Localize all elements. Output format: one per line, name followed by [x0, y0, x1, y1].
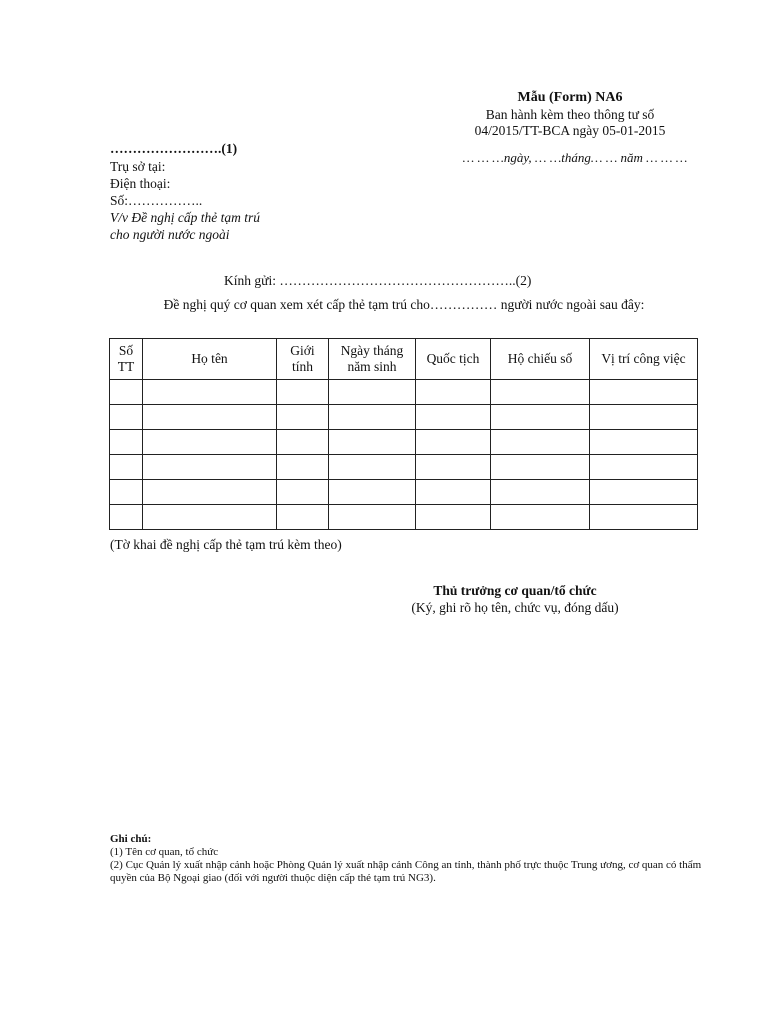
signature-title: Thủ trưởng cơ quan/tổ chức: [433, 583, 597, 598]
table-cell: [110, 430, 143, 455]
table-cell: [143, 380, 277, 405]
table-row: [110, 430, 698, 455]
table-cell: [143, 505, 277, 530]
table-cell: [590, 480, 698, 505]
table-cell: [416, 455, 491, 480]
table-row: [110, 505, 698, 530]
table-cell: [416, 405, 491, 430]
table-cell: [110, 380, 143, 405]
table-cell: [416, 505, 491, 530]
table-cell: [590, 430, 698, 455]
col-header-stt: Số TT: [110, 339, 143, 380]
attachment-note: (Tờ khai đề nghị cấp thẻ tạm trú kèm theo): [110, 537, 342, 552]
subject-line-2: cho người nước ngoài: [110, 227, 230, 242]
form-title: Mẫu (Form) NA6: [517, 90, 623, 105]
issued-by-block: [440, 107, 700, 139]
table-cell: [329, 455, 416, 480]
table-cell: [110, 455, 143, 480]
table-cell: [590, 405, 698, 430]
table-cell: [110, 480, 143, 505]
address-line: Trụ sở tại:: [110, 159, 166, 174]
footnote-2: (2) Cục Quản lý xuất nhập cảnh hoặc Phòng Quản lý xuất nhập cảnh Công an tỉnh, thành phố trực thuộc Trung ương, cơ quan có thẩm quyền của Bộ Ngoại giao (đối với người thuộc diện cấp thẻ tạm trú NG3).: [110, 859, 702, 884]
table-cell: [590, 505, 698, 530]
table-cell: [277, 455, 329, 480]
table-cell: [416, 430, 491, 455]
table-header-row: [110, 339, 698, 380]
table-row: [110, 380, 698, 405]
footnote-1: (1) Tên cơ quan, tổ chức: [110, 846, 219, 858]
table-cell: [491, 430, 590, 455]
table-cell: [416, 380, 491, 405]
request-sentence: Đề nghị quý cơ quan xem xét cấp thẻ tạm trú cho…………… người nước ngoài sau đây:: [163, 297, 645, 312]
table-row: [110, 455, 698, 480]
table-cell: [329, 505, 416, 530]
table-cell: [110, 405, 143, 430]
table-cell: [329, 430, 416, 455]
col-header-position: Vị trí công việc: [590, 339, 698, 380]
table-cell: [491, 405, 590, 430]
table-cell: [277, 380, 329, 405]
organization-name: …………………….(1): [110, 141, 238, 156]
footnotes: [110, 833, 702, 885]
table-cell: [590, 455, 698, 480]
table-cell: [143, 430, 277, 455]
col-header-dob: Ngày tháng năm sinh: [329, 339, 416, 380]
footnotes-heading: Ghi chú:: [110, 833, 152, 845]
table-cell: [143, 455, 277, 480]
table-cell: [329, 480, 416, 505]
number-line: Số:……………..: [110, 193, 203, 208]
table-cell: [277, 430, 329, 455]
table-cell: [491, 480, 590, 505]
table-cell: [491, 505, 590, 530]
table-cell: [491, 380, 590, 405]
table-cell: [277, 480, 329, 505]
table-cell: [110, 505, 143, 530]
signature-instruction: (Ký, ghi rõ họ tên, chức vụ, đóng dấu): [411, 600, 619, 615]
foreigners-table: [109, 338, 698, 530]
issued-line-2: 04/2015/TT-BCA ngày 05-01-2015: [474, 123, 666, 138]
col-header-name: Họ tên: [143, 339, 277, 380]
date-line: … … …ngày, … …tháng… … năm … … …: [462, 150, 688, 165]
table-cell: [590, 380, 698, 405]
table-cell: [329, 380, 416, 405]
sender-block: [110, 158, 260, 243]
col-header-passport: Hộ chiếu số: [491, 339, 590, 380]
col-header-gender: Giới tính: [277, 339, 329, 380]
subject-line-1: V/v Đề nghị cấp thẻ tạm trú: [110, 210, 260, 225]
table-cell: [143, 480, 277, 505]
table-cell: [143, 405, 277, 430]
recipient-line: Kính gửi: ……………………………………………..(2): [224, 273, 532, 288]
table-row: [110, 405, 698, 430]
table-row: [110, 480, 698, 505]
table-cell: [277, 505, 329, 530]
col-header-nationality: Quốc tịch: [416, 339, 491, 380]
table-cell: [329, 405, 416, 430]
table-cell: [277, 405, 329, 430]
issued-line-1: Ban hành kèm theo thông tư số: [485, 107, 655, 122]
phone-line: Điện thoại:: [110, 176, 171, 191]
table-cell: [491, 455, 590, 480]
table-cell: [416, 480, 491, 505]
